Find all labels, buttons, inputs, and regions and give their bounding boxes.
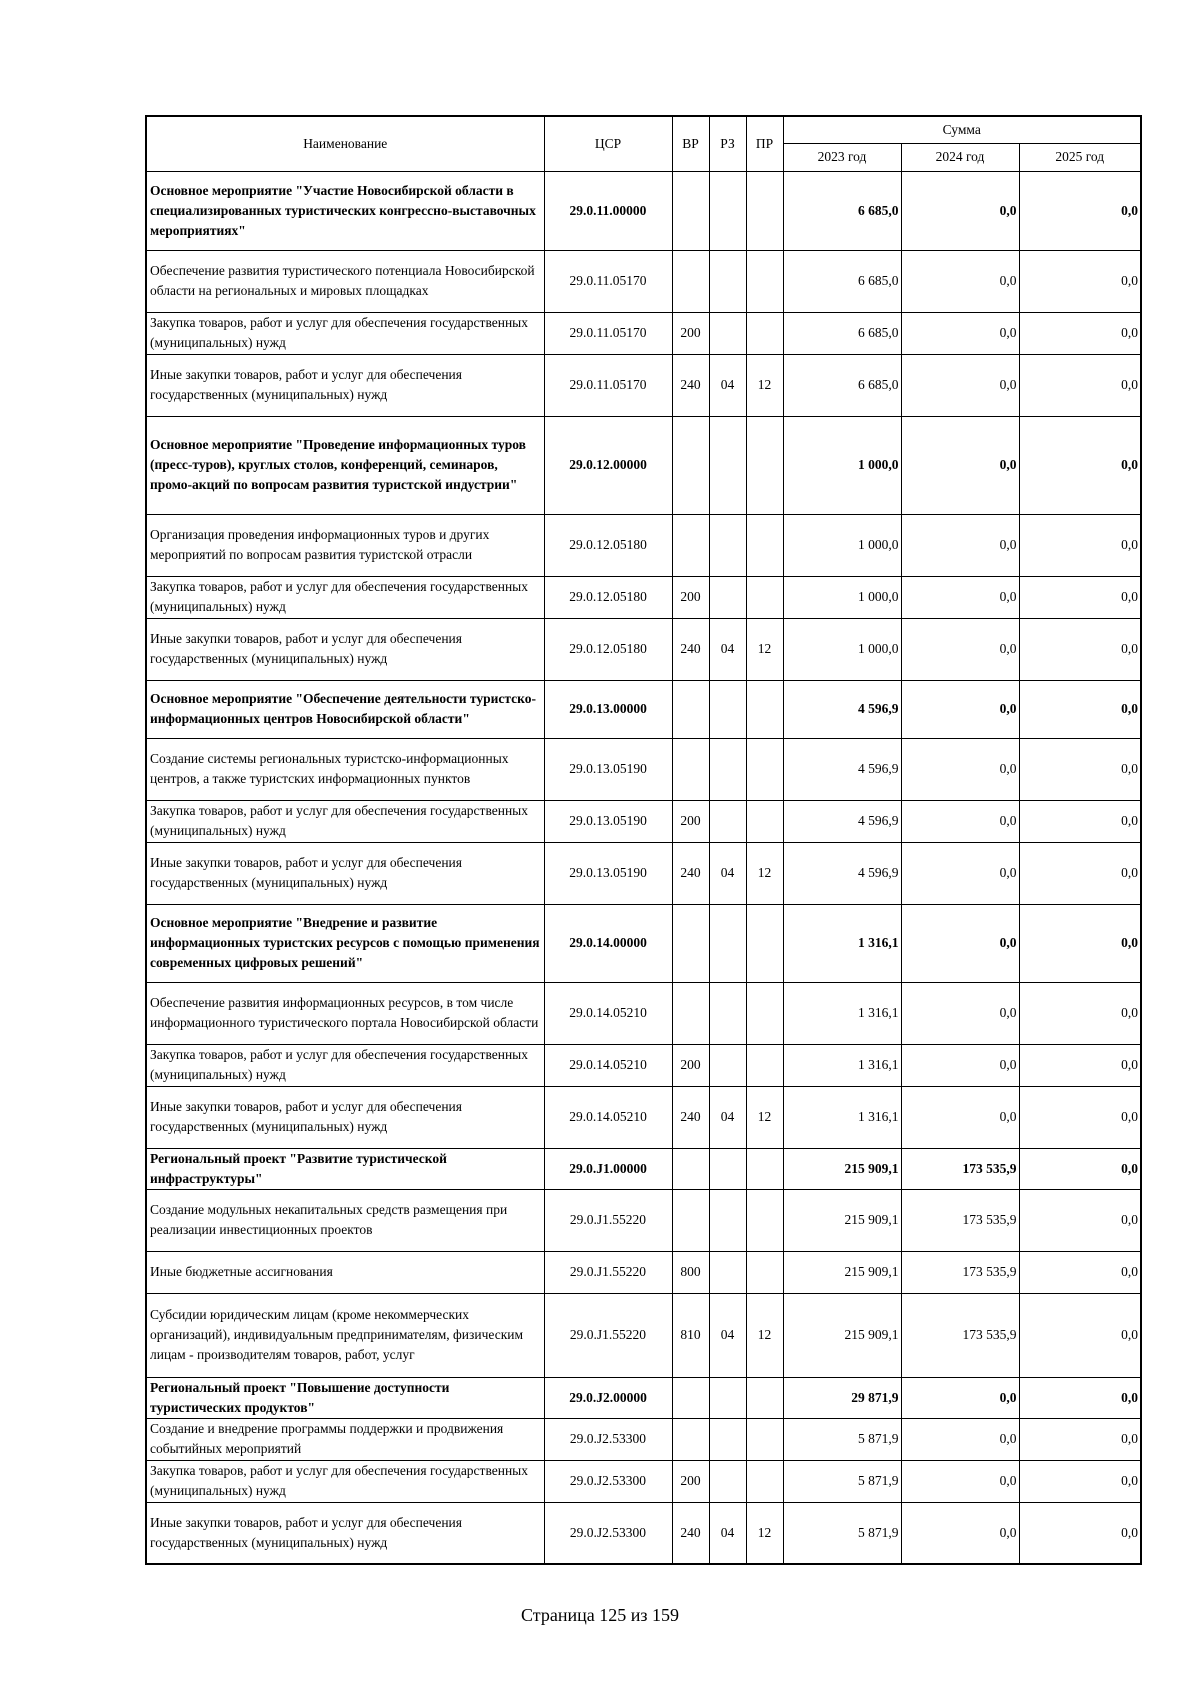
row-rz <box>709 576 746 618</box>
row-sum-2025: 0,0 <box>1019 1293 1141 1377</box>
row-name: Закупка товаров, работ и услуг для обеспечения государственных (муниципальных) нужд <box>146 1460 544 1502</box>
table-row <box>146 1502 1141 1564</box>
row-sum-2023: 215 909,1 <box>783 1189 901 1251</box>
row-sum-2024: 173 535,9 <box>901 1148 1019 1189</box>
row-pr <box>746 514 783 576</box>
row-sum-2025: 0,0 <box>1019 1189 1141 1251</box>
row-rz <box>709 800 746 842</box>
row-vr: 200 <box>672 800 709 842</box>
row-csr: 29.0.13.00000 <box>544 680 672 738</box>
row-name: Обеспечение развития информационных ресурсов, в том числе информационного туристического портала Новосибирской области <box>146 982 544 1044</box>
row-vr: 200 <box>672 1044 709 1086</box>
row-sum-2024: 0,0 <box>901 1502 1019 1564</box>
table-row <box>146 982 1141 1044</box>
row-sum-2023: 1 316,1 <box>783 1086 901 1148</box>
row-pr <box>746 416 783 514</box>
row-vr: 240 <box>672 842 709 904</box>
row-sum-2024: 0,0 <box>901 904 1019 982</box>
row-rz: 04 <box>709 842 746 904</box>
table-row <box>146 738 1141 800</box>
row-name: Региональный проект "Повышение доступности туристических продуктов" <box>146 1377 544 1418</box>
row-sum-2023: 215 909,1 <box>783 1293 901 1377</box>
row-vr <box>672 738 709 800</box>
row-sum-2023: 215 909,1 <box>783 1251 901 1293</box>
row-sum-2025: 0,0 <box>1019 1377 1141 1418</box>
row-csr: 29.0.J1.00000 <box>544 1148 672 1189</box>
row-pr <box>746 800 783 842</box>
table-row <box>146 312 1141 354</box>
row-vr: 200 <box>672 576 709 618</box>
table-row <box>146 250 1141 312</box>
row-csr: 29.0.14.00000 <box>544 904 672 982</box>
row-sum-2023: 4 596,9 <box>783 800 901 842</box>
row-pr: 12 <box>746 842 783 904</box>
row-name: Основное мероприятие "Внедрение и развитие информационных туристских ресурсов с помощью применения современных цифровых решений" <box>146 904 544 982</box>
row-name: Иные закупки товаров, работ и услуг для обеспечения государственных (муниципальных) нужд <box>146 618 544 680</box>
row-vr <box>672 680 709 738</box>
row-sum-2025: 0,0 <box>1019 1418 1141 1460</box>
table-row <box>146 1044 1141 1086</box>
row-sum-2023: 6 685,0 <box>783 312 901 354</box>
row-csr: 29.0.12.05180 <box>544 618 672 680</box>
row-pr: 12 <box>746 618 783 680</box>
row-rz <box>709 171 746 250</box>
row-rz <box>709 1460 746 1502</box>
row-sum-2024: 0,0 <box>901 1086 1019 1148</box>
row-rz: 04 <box>709 1086 746 1148</box>
table-row <box>146 1418 1141 1460</box>
row-sum-2024: 0,0 <box>901 354 1019 416</box>
row-pr <box>746 1189 783 1251</box>
row-csr: 29.0.11.05170 <box>544 250 672 312</box>
row-sum-2024: 173 535,9 <box>901 1293 1019 1377</box>
row-sum-2024: 0,0 <box>901 618 1019 680</box>
table-row <box>146 514 1141 576</box>
row-csr: 29.0.14.05210 <box>544 982 672 1044</box>
row-name: Закупка товаров, работ и услуг для обеспечения государственных (муниципальных) нужд <box>146 312 544 354</box>
row-sum-2025: 0,0 <box>1019 354 1141 416</box>
row-rz <box>709 1418 746 1460</box>
row-vr: 240 <box>672 1502 709 1564</box>
row-sum-2025: 0,0 <box>1019 982 1141 1044</box>
row-rz: 04 <box>709 618 746 680</box>
row-sum-2023: 6 685,0 <box>783 171 901 250</box>
row-pr <box>746 1418 783 1460</box>
row-pr <box>746 312 783 354</box>
row-vr <box>672 1377 709 1418</box>
header-csr: ЦСР <box>544 116 672 171</box>
row-csr: 29.0.J1.55220 <box>544 1251 672 1293</box>
table-row <box>146 1086 1141 1148</box>
row-sum-2025: 0,0 <box>1019 618 1141 680</box>
row-name: Создание и внедрение программы поддержки и продвижения событийных мероприятий <box>146 1418 544 1460</box>
table-row <box>146 1189 1141 1251</box>
row-sum-2023: 6 685,0 <box>783 250 901 312</box>
row-sum-2024: 0,0 <box>901 842 1019 904</box>
row-sum-2023: 1 000,0 <box>783 618 901 680</box>
row-rz <box>709 738 746 800</box>
row-sum-2024: 0,0 <box>901 1044 1019 1086</box>
row-vr: 240 <box>672 1086 709 1148</box>
row-vr <box>672 1148 709 1189</box>
row-pr <box>746 1044 783 1086</box>
header-rz: РЗ <box>709 116 746 171</box>
row-pr: 12 <box>746 1502 783 1564</box>
table-row <box>146 800 1141 842</box>
row-rz: 04 <box>709 1293 746 1377</box>
table-row <box>146 1377 1141 1418</box>
row-vr <box>672 171 709 250</box>
row-pr: 12 <box>746 354 783 416</box>
row-name: Организация проведения информационных туров и других мероприятий по вопросам развития туристской отрасли <box>146 514 544 576</box>
row-rz <box>709 250 746 312</box>
row-vr <box>672 416 709 514</box>
header-vr: ВР <box>672 116 709 171</box>
row-csr: 29.0.13.05190 <box>544 738 672 800</box>
row-csr: 29.0.J1.55220 <box>544 1189 672 1251</box>
row-pr <box>746 982 783 1044</box>
row-pr <box>746 738 783 800</box>
row-sum-2025: 0,0 <box>1019 1502 1141 1564</box>
row-name: Иные закупки товаров, работ и услуг для обеспечения государственных (муниципальных) нужд <box>146 1086 544 1148</box>
row-vr: 200 <box>672 1460 709 1502</box>
row-name: Иные закупки товаров, работ и услуг для обеспечения государственных (муниципальных) нужд <box>146 1502 544 1564</box>
row-name: Закупка товаров, работ и услуг для обеспечения государственных (муниципальных) нужд <box>146 1044 544 1086</box>
header-2024: 2024 год <box>901 143 1019 171</box>
row-name: Создание модульных некапитальных средств размещения при реализации инвестиционных проектов <box>146 1189 544 1251</box>
row-sum-2025: 0,0 <box>1019 904 1141 982</box>
row-vr: 240 <box>672 354 709 416</box>
row-sum-2025: 0,0 <box>1019 680 1141 738</box>
row-name: Закупка товаров, работ и услуг для обеспечения государственных (муниципальных) нужд <box>146 800 544 842</box>
row-sum-2025: 0,0 <box>1019 1044 1141 1086</box>
row-sum-2024: 0,0 <box>901 576 1019 618</box>
page-number: Страница 125 из 159 <box>521 1605 679 1625</box>
table-row <box>146 618 1141 680</box>
row-sum-2024: 0,0 <box>901 800 1019 842</box>
row-sum-2025: 0,0 <box>1019 1251 1141 1293</box>
row-csr: 29.0.J2.53300 <box>544 1460 672 1502</box>
table-row <box>146 1460 1141 1502</box>
row-vr: 800 <box>672 1251 709 1293</box>
table-row <box>146 416 1141 514</box>
row-pr <box>746 1251 783 1293</box>
row-rz <box>709 416 746 514</box>
row-sum-2024: 173 535,9 <box>901 1189 1019 1251</box>
row-csr: 29.0.14.05210 <box>544 1086 672 1148</box>
table-row <box>146 842 1141 904</box>
table-body <box>146 171 1141 1564</box>
header-2025: 2025 год <box>1019 143 1141 171</box>
row-rz <box>709 1189 746 1251</box>
row-csr: 29.0.11.00000 <box>544 171 672 250</box>
row-name: Создание системы региональных туристско-информационных центров, а также туристских информационных пунктов <box>146 738 544 800</box>
row-sum-2024: 0,0 <box>901 1418 1019 1460</box>
row-name: Основное мероприятие "Обеспечение деятельности туристско-информационных центров Новосибирской области" <box>146 680 544 738</box>
row-vr <box>672 982 709 1044</box>
row-csr: 29.0.11.05170 <box>544 312 672 354</box>
row-sum-2025: 0,0 <box>1019 800 1141 842</box>
row-sum-2023: 1 316,1 <box>783 904 901 982</box>
table-row <box>146 354 1141 416</box>
row-sum-2025: 0,0 <box>1019 738 1141 800</box>
row-csr: 29.0.12.05180 <box>544 576 672 618</box>
row-pr: 12 <box>746 1293 783 1377</box>
row-name: Основное мероприятие "Проведение информационных туров (пресс-туров), круглых столов, конференций, семинаров, промо-акций по вопросам развития туристской индустрии" <box>146 416 544 514</box>
row-pr <box>746 250 783 312</box>
budget-table <box>145 115 1142 1565</box>
row-vr: 810 <box>672 1293 709 1377</box>
row-pr <box>746 1460 783 1502</box>
row-name: Закупка товаров, работ и услуг для обеспечения государственных (муниципальных) нужд <box>146 576 544 618</box>
header-sum: Сумма <box>783 116 1141 143</box>
row-csr: 29.0.J2.00000 <box>544 1377 672 1418</box>
row-rz: 04 <box>709 1502 746 1564</box>
row-vr <box>672 904 709 982</box>
row-sum-2023: 1 000,0 <box>783 416 901 514</box>
row-sum-2024: 0,0 <box>901 738 1019 800</box>
row-csr: 29.0.J1.55220 <box>544 1293 672 1377</box>
row-sum-2023: 4 596,9 <box>783 842 901 904</box>
row-sum-2023: 5 871,9 <box>783 1502 901 1564</box>
row-sum-2024: 0,0 <box>901 680 1019 738</box>
row-name: Иные закупки товаров, работ и услуг для обеспечения государственных (муниципальных) нужд <box>146 354 544 416</box>
row-sum-2023: 1 000,0 <box>783 576 901 618</box>
row-csr: 29.0.12.05180 <box>544 514 672 576</box>
row-sum-2023: 4 596,9 <box>783 738 901 800</box>
row-name: Обеспечение развития туристического потенциала Новосибирской области на региональных и мировых площадках <box>146 250 544 312</box>
row-rz <box>709 680 746 738</box>
row-rz <box>709 1377 746 1418</box>
row-sum-2024: 0,0 <box>901 1460 1019 1502</box>
row-sum-2023: 29 871,9 <box>783 1377 901 1418</box>
row-name: Иные бюджетные ассигнования <box>146 1251 544 1293</box>
row-csr: 29.0.J2.53300 <box>544 1502 672 1564</box>
row-sum-2023: 5 871,9 <box>783 1418 901 1460</box>
row-vr <box>672 250 709 312</box>
row-rz: 04 <box>709 354 746 416</box>
row-pr <box>746 576 783 618</box>
row-sum-2023: 6 685,0 <box>783 354 901 416</box>
row-sum-2025: 0,0 <box>1019 842 1141 904</box>
row-rz <box>709 1251 746 1293</box>
row-rz <box>709 1044 746 1086</box>
table-row <box>146 576 1141 618</box>
row-csr: 29.0.13.05190 <box>544 842 672 904</box>
row-pr <box>746 904 783 982</box>
row-sum-2023: 215 909,1 <box>783 1148 901 1189</box>
row-sum-2024: 173 535,9 <box>901 1251 1019 1293</box>
row-sum-2025: 0,0 <box>1019 1086 1141 1148</box>
row-csr: 29.0.J2.53300 <box>544 1418 672 1460</box>
row-sum-2025: 0,0 <box>1019 312 1141 354</box>
row-sum-2023: 1 000,0 <box>783 514 901 576</box>
row-name: Субсидии юридическим лицам (кроме некоммерческих организаций), индивидуальным предпринимателям, физическим лицам - производителям товаров, работ, услуг <box>146 1293 544 1377</box>
row-vr <box>672 1418 709 1460</box>
row-csr: 29.0.12.00000 <box>544 416 672 514</box>
row-vr: 200 <box>672 312 709 354</box>
row-sum-2025: 0,0 <box>1019 514 1141 576</box>
row-sum-2024: 0,0 <box>901 312 1019 354</box>
row-csr: 29.0.14.05210 <box>544 1044 672 1086</box>
row-sum-2024: 0,0 <box>901 982 1019 1044</box>
row-csr: 29.0.11.05170 <box>544 354 672 416</box>
table-row <box>146 1293 1141 1377</box>
row-sum-2023: 1 316,1 <box>783 1044 901 1086</box>
row-sum-2025: 0,0 <box>1019 416 1141 514</box>
row-pr <box>746 171 783 250</box>
row-pr <box>746 680 783 738</box>
row-rz <box>709 1148 746 1189</box>
row-vr: 240 <box>672 618 709 680</box>
row-sum-2024: 0,0 <box>901 250 1019 312</box>
row-sum-2023: 1 316,1 <box>783 982 901 1044</box>
row-vr <box>672 1189 709 1251</box>
row-rz <box>709 904 746 982</box>
header-pr: ПР <box>746 116 783 171</box>
row-sum-2024: 0,0 <box>901 1377 1019 1418</box>
row-name: Основное мероприятие "Участие Новосибирской области в специализированных туристических конгрессно-выставочных мероприятиях" <box>146 171 544 250</box>
row-sum-2025: 0,0 <box>1019 171 1141 250</box>
table-row <box>146 904 1141 982</box>
row-csr: 29.0.13.05190 <box>544 800 672 842</box>
row-sum-2024: 0,0 <box>901 416 1019 514</box>
row-pr <box>746 1148 783 1189</box>
table-row <box>146 1251 1141 1293</box>
row-rz <box>709 514 746 576</box>
row-sum-2025: 0,0 <box>1019 1460 1141 1502</box>
row-name: Региональный проект "Развитие туристической инфраструктуры" <box>146 1148 544 1189</box>
row-pr <box>746 1377 783 1418</box>
table-row <box>146 1148 1141 1189</box>
row-sum-2023: 5 871,9 <box>783 1460 901 1502</box>
row-rz <box>709 982 746 1044</box>
row-rz <box>709 312 746 354</box>
row-sum-2025: 0,0 <box>1019 250 1141 312</box>
row-name: Иные закупки товаров, работ и услуг для обеспечения государственных (муниципальных) нужд <box>146 842 544 904</box>
header-2023: 2023 год <box>783 143 901 171</box>
table-row <box>146 680 1141 738</box>
row-sum-2023: 4 596,9 <box>783 680 901 738</box>
row-sum-2024: 0,0 <box>901 171 1019 250</box>
header-name: Наименование <box>146 116 544 171</box>
table-row <box>146 171 1141 250</box>
row-pr: 12 <box>746 1086 783 1148</box>
row-sum-2025: 0,0 <box>1019 1148 1141 1189</box>
row-vr <box>672 514 709 576</box>
row-sum-2025: 0,0 <box>1019 576 1141 618</box>
row-sum-2024: 0,0 <box>901 514 1019 576</box>
